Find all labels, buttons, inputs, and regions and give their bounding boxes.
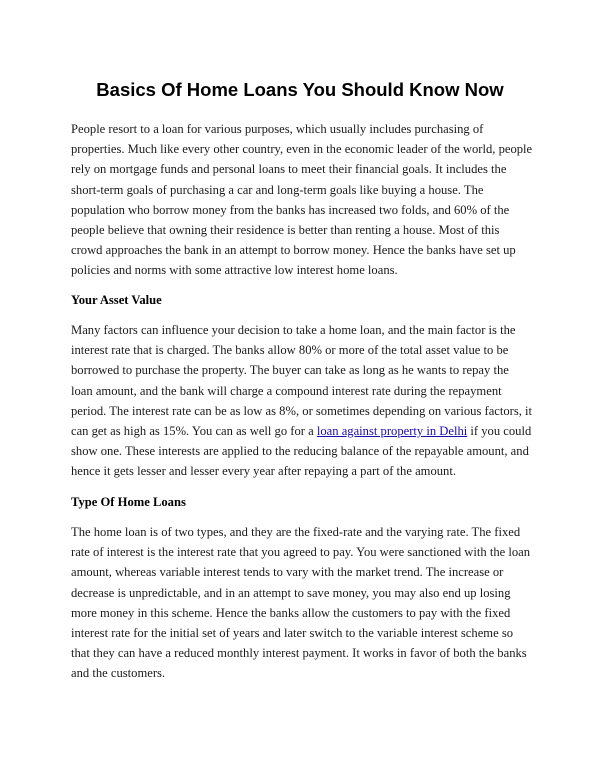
paragraph-text: if you could show one. These interests are applied to the reducing balance of the repayable amount, and hence it gets lesser and lesser every year after repaying a part of the amount. (71, 424, 532, 479)
loan-types-paragraph: The home loan is of two types, and they are the fixed-rate and the varying rate. The fixed rate of interest is the interest rate that you agreed to pay. You were sanctioned with the loan amount, whereas variable interest tends to vary with the market trend. The increase or decrease is unpredictable, and in an attempt to save money, you may also end up losing more money in this scheme. Hence the banks allow the customers to pay with the fixed interest rate for the initial set of years and later switch to the variable interest scheme so that they can have a reduced monthly interest payment. It works in favor of both the banks and the customers. (71, 525, 531, 681)
page-title: Basics Of Home Loans You Should Know Now (96, 79, 504, 100)
asset-value-paragraph (71, 320, 533, 482)
section-heading-loan-types: Type Of Home Loans (71, 495, 186, 509)
section-heading-asset-value: Your Asset Value (71, 293, 162, 307)
intro-paragraph: People resort to a loan for various purposes, which usually includes purchasing of properties. Much like every other country, even in the economic leader of the world, people rely on mortgage funds and personal loans to meet their financial goals. It includes the short-term goals of purchasing a car and long-term goals like buying a house. The population who borrow money from the banks has increased two folds, and 60% of the people believe that owning their residence is better than renting a house. Most of this crowd approaches the bank in an attempt to borrow money. Hence the banks have set up policies and norms with some attractive low interest home loans. (71, 122, 533, 278)
paragraph-text: Many factors can influence your decision to take a home loan, and the main factor is the interest rate that is charged. The banks allow 80% or more of the total asset value to be borrowed to purchase the property. The buyer can take as long as he wants to repay the loan amount, and the bank will charge a compound interest rate during the repayment period. The interest rate can be as low as 8%, or sometimes depending on various factors, it can get as high as 15%. You can as well go for a (71, 323, 533, 439)
loan-against-property-link[interactable]: loan against property in Delhi (316, 424, 468, 439)
